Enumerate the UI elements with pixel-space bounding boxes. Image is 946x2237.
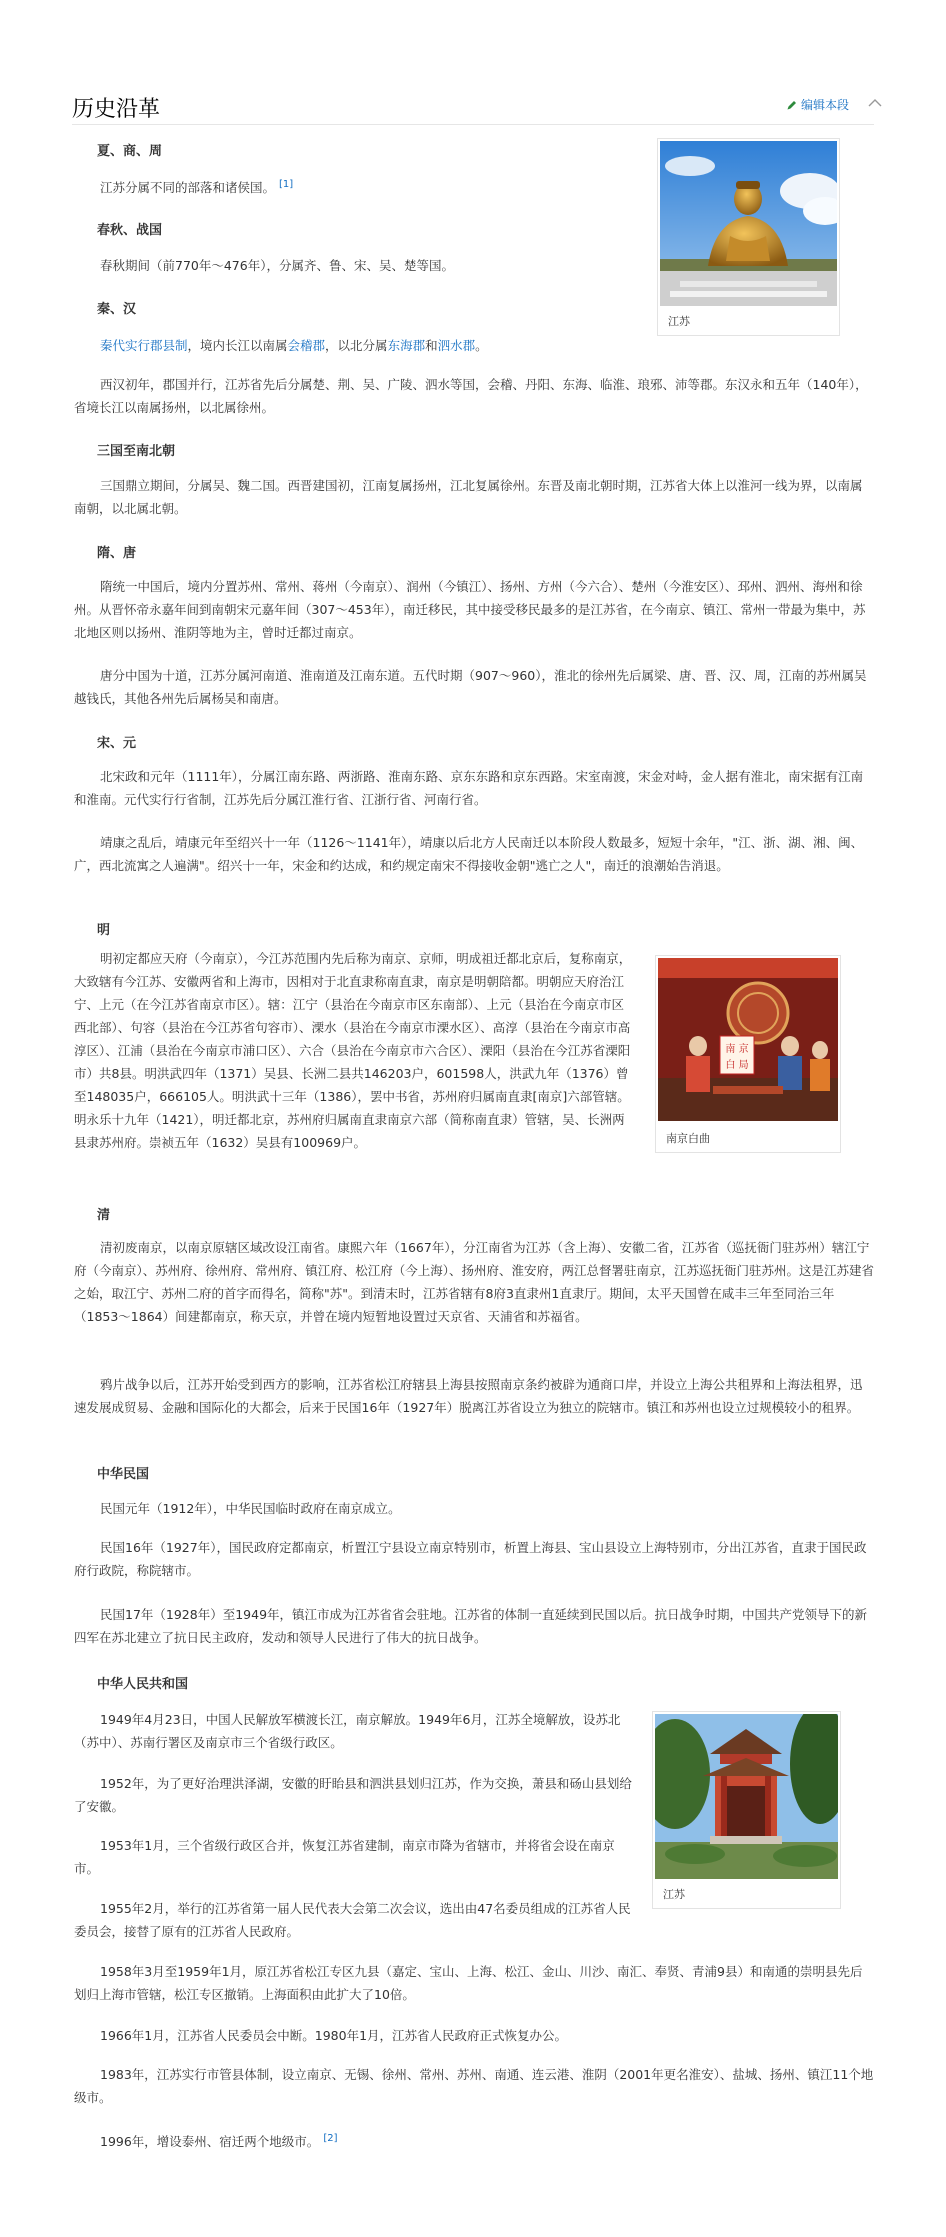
para-prc-1: 1949年4月23日，中国人民解放军横渡长江，南京解放。1949年6月，江苏全境解放，设苏北（苏中）、苏南行署区及南京市三个省级行政区。 — [74, 1712, 621, 1750]
heading-xia-shang-zhou: 夏、商、周 — [97, 144, 163, 159]
figure-statue[interactable] — [657, 138, 840, 336]
edit-section-button[interactable] — [786, 96, 849, 113]
pencil-icon — [786, 99, 798, 111]
statue-image — [660, 141, 837, 306]
reference-link-1[interactable]: [1] — [279, 179, 294, 190]
para-prc-7: 1983年，江苏实行市管县体制，设立南京、无锡、徐州、常州、苏州、南通、连云港、淮阴（2001年更名淮安）、盐城、扬州、镇江11个地级市。 — [74, 2067, 874, 2105]
figure-pavilion[interactable] — [652, 1711, 841, 1909]
para-qinhan-2: 西汉初年，郡国并行，江苏省先后分属楚、荆、吴、广陵、泗水等国，会稽、丹阳、东海、临淮、琅邪、沛等郡。东汉永和五年（140年），省境长江以南属扬州，以北属徐州。 — [74, 377, 868, 415]
heading-sanguo: 三国至南北朝 — [97, 444, 176, 459]
link-donghai[interactable]: 东海郡 — [387, 338, 426, 353]
reference-link-2[interactable]: [2] — [323, 2133, 338, 2144]
title-divider — [72, 124, 874, 125]
heading-chunqiu-zhanguo: 春秋、战国 — [97, 223, 163, 238]
figure-statue-caption: 江苏 — [668, 315, 690, 328]
heading-ming: 明 — [97, 923, 111, 938]
para-songyuan-2: 靖康之乱后，靖康元年至绍兴十一年（1126～1141年），靖康以后北方人民南迁以本阶段人数最多，短短十余年，"江、浙、湖、湘、闽、广，西北流寓之人遍满"。绍兴十一年，宋金和约达成，和约规定南宋不得接收金朝"逃亡之人"，南迁的浪潮始告消退。 — [74, 835, 864, 873]
para-prc-5: 1958年3月至1959年1月，原江苏省松江专区九县（嘉定、宝山、上海、松江、金山、川沙、南汇、奉贤、青浦9县）和南通的崇明县先后划归上海市管辖，松江专区撤销。上海面积由此扩大了10倍。 — [74, 1964, 863, 2002]
heading-qin-han: 秦、汉 — [97, 302, 137, 317]
link-sishui[interactable]: 泗水郡 — [437, 338, 476, 353]
link-kuaiji[interactable]: 会稽郡 — [287, 338, 326, 353]
heading-song-yuan: 宋、元 — [97, 736, 137, 751]
para-qinhan-1: 秦代实行郡县制，境内长江以南属会稽郡，以北分属东海郡和泗水郡。 — [100, 338, 488, 353]
para-suitang-1: 隋统一中国后，境内分置苏州、常州、蒋州（今南京）、润州（今镇江）、扬州、方州（今六合）、楚州（今淮安区）、邳州、泗州、海州和徐州。从晋怀帝永嘉年间到南朝宋元嘉年间（307～453年），南迁移民，其中接受移民最多的是江苏省，在今南京、镇江、常州一带最为集中，苏北地区则以扬州、淮阴等地为主，曾时迁都过南京。 — [74, 579, 866, 640]
para-minguo-1: 民国元年（1912年），中华民国临时政府在南京成立。 — [100, 1501, 401, 1516]
para-chunqiu: 春秋期间（前770年～476年），分属齐、鲁、宋、吴、楚等国。 — [100, 258, 454, 273]
heading-prc: 中华人民共和国 — [97, 1677, 189, 1692]
para-prc-3: 1953年1月，三个省级行政区合并，恢复江苏省建制，南京市降为省辖市，并将省会设在南京市。 — [74, 1838, 615, 1876]
figure-nanjing-baiju[interactable] — [655, 955, 841, 1153]
para-qing-2: 鸦片战争以后，江苏开始受到西方的影响，江苏省松江府辖县上海县按照南京条约被辟为通商口岸，并设立上海公共租界和上海法租界，迅速发展成贸易、金融和国际化的大都会，后来于民国16年（1927年）脱离江苏省设立为独立的院辖市。镇江和苏州也设立过规模较小的租界。 — [74, 1377, 863, 1415]
para-prc-4: 1955年2月，举行的江苏省第一届人民代表大会第二次会议，选出由47名委员组成的江苏省人民委员会，接替了原有的江苏省人民政府。 — [74, 1901, 631, 1939]
nanjing-baiju-image — [658, 958, 838, 1121]
edit-section-label: 编辑本段 — [801, 98, 850, 112]
para-ming: 明初定都应天府（今南京），今江苏范围内先后称为南京、京师，明成祖迁都北京后，复称南京，大致辖有今江苏、安徽两省和上海市，因相对于北直隶称南直隶，南京是明朝陪都。明朝应天府治江宁、上元（在今江苏省南京市区）。辖：江宁（县治在今南京市区东南部）、上元（县治在今南京市区西北部）、句容（县治在今江苏省句容市）、溧水（县治在今南京市溧水区）、高淳（县治在今南京市高淳区）、江浦（县治在今南京市浦口区）、六合（县治在今南京市六合区）、溧阳（县治在今江苏省溧阳市）共8县。明洪武四年（1371）吴县、长洲二县共146203户，601598人，洪武九年（1376）曾至148035户，666105人。明洪武十三年（1386），罢中书省，苏州府归属南直隶[南京]六部管辖。明永乐十九年（1421），明迁都北京，苏州府归属南直隶南京六部（简称南直隶）管辖，吴、长洲两县隶苏州府。崇祯五年（1632）吴县有100969户。 — [74, 951, 632, 1150]
pavilion-image — [655, 1714, 838, 1879]
para-suitang-2: 唐分中国为十道，江苏分属河南道、淮南道及江南东道。五代时期（907～960），淮北的徐州先后属梁、唐、晋、汉、周，江南的苏州属吴越钱氏，其他各州先后属杨吴和南唐。 — [74, 668, 867, 706]
para-xia: 江苏分属不同的部落和诸侯国。 [1] — [100, 179, 294, 196]
collapse-chevron-up-icon[interactable] — [866, 96, 884, 110]
stage-sign-bottom: 白 局 — [725, 1060, 749, 1071]
heading-sui-tang: 隋、唐 — [97, 546, 137, 561]
para-qing-1: 清初废南京，以南京原辖区域改设江南省。康熙六年（1667年），分江南省为江苏（含上海）、安徽二省，江苏省（巡抚衙门驻苏州）辖江宁府（今南京）、苏州府、徐州府、常州府、镇江府、松江府（今上海）、扬州府、淮安府，两江总督署驻南京，江苏巡抚衙门驻苏州。这是江苏建省之始，取江宁、苏州二府的首字而得名，简称"苏"。到清末时，江苏省辖有8府3直隶州1直隶厅。期间，太平天国曾在咸丰三年至同治三年（1853～1864）间建都南京，称天京，并曾在境内短暂地设置过天京省、天浦省和苏福省。 — [74, 1240, 875, 1324]
figure-pavilion-caption: 江苏 — [663, 1888, 685, 1901]
para-minguo-2: 民国16年（1927年），国民政府定都南京，析置江宁县设立南京特别市，析置上海县、宝山县设立上海特别市，分出江苏省，直隶于国民政府行政院，称院辖市。 — [74, 1540, 867, 1578]
link-junxian[interactable]: 秦代实行郡县制 — [100, 338, 188, 353]
section-title: 历史沿革 — [72, 97, 161, 122]
para-minguo-3: 民国17年（1928年）至1949年，镇江市成为江苏省省会驻地。江苏省的体制一直延续到民国以后。抗日战争时期，中国共产党领导下的新四军在苏北建立了抗日民主政府，发动和领导人民进行了伟大的抗日战争。 — [74, 1607, 868, 1645]
heading-qing: 清 — [97, 1208, 111, 1223]
para-prc-2: 1952年，为了更好治理洪泽湖，安徽的盱眙县和泗洪县划归江苏，作为交换，萧县和砀山县划给了安徽。 — [74, 1776, 632, 1814]
stage-sign-top: 南 京 — [725, 1044, 749, 1055]
para-songyuan-1: 北宋政和元年（1111年），分属江南东路、两浙路、淮南东路、京东东路和京东西路。宋室南渡，宋金对峙，金人据有淮北，南宋据有江南和淮南。元代实行行省制，江苏先后分属江淮行省、江浙行省、河南行省。 — [74, 769, 864, 807]
para-prc-6: 1966年1月，江苏省人民委员会中断。1980年1月，江苏省人民政府正式恢复办公。 — [100, 2028, 568, 2043]
heading-minguo: 中华民国 — [97, 1467, 150, 1482]
figure-nanjing-baiju-caption: 南京白曲 — [666, 1132, 710, 1145]
para-sanguo: 三国鼎立期间，分属吴、魏二国。西晋建国初，江南复属扬州，江北复属徐州。东晋及南北朝时期，江苏省大体上以淮河一线为界，以南属南朝，以北属北朝。 — [74, 478, 863, 516]
para-prc-8: 1996年，增设泰州、宿迁两个地级市。 [2] — [100, 2133, 338, 2150]
